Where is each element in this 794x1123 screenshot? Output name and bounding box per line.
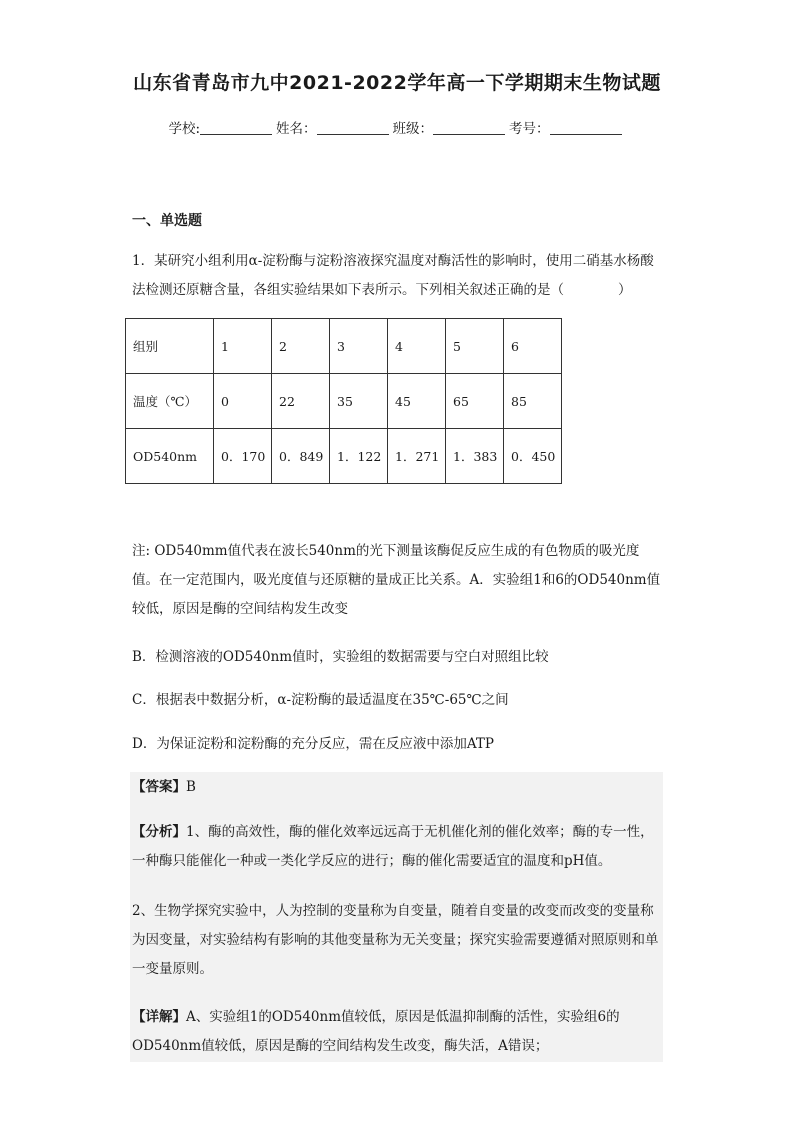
table-cell: 45 [388, 374, 446, 429]
table-cell: 1．122 [330, 429, 388, 484]
table-cell: 1．383 [446, 429, 504, 484]
detail-text: A、实验组1的OD540nm值较低，原因是低温抑制酶的活性，实验组6的OD540nm值较低，原因是酶的空间结构发生改变，酶失活，A错误； [132, 1009, 620, 1054]
number-label: 考号： [509, 121, 550, 137]
class-blank [433, 120, 505, 135]
table-cell: 3 [330, 319, 388, 374]
table-cell: 0．450 [504, 429, 562, 484]
student-info-line [0, 117, 794, 137]
table-row [126, 374, 562, 429]
table-cell: 0．170 [214, 429, 272, 484]
table-cell: 1 [214, 319, 272, 374]
school-blank [200, 120, 272, 135]
row-header: 温度（℃） [126, 374, 214, 429]
answer-line [132, 773, 664, 802]
analysis-point-2: 2、生物学探究实验中，人为控制的变量称为自变量，随着自变量的改变而改变的变量称为因变量，对实验结构有影响的其他变量称为无关变量；探究实验需要遵循对照原则和单一变量原则。 [132, 903, 659, 977]
option-d: D．为保证淀粉和淀粉酶的充分反应，需在反应液中添加ATP [132, 736, 494, 752]
table-cell: 0．849 [272, 429, 330, 484]
table-cell: 2 [272, 319, 330, 374]
table-cell: 65 [446, 374, 504, 429]
row-header: OD540nm [126, 429, 214, 484]
table-cell: 4 [388, 319, 446, 374]
class-label: 班级： [392, 121, 434, 137]
exam-title: 山东省青岛市九中2021-2022学年高一下学期期末生物试题 [133, 72, 661, 94]
option-b: B．检测溶液的OD540nm值时，实验组的数据需要与空白对照组比较 [132, 649, 549, 665]
table-cell: 85 [504, 374, 562, 429]
table-cell: 0 [214, 374, 272, 429]
table-row [126, 319, 562, 374]
detail-label: 【详解】 [132, 1009, 186, 1025]
table-cell: 5 [446, 319, 504, 374]
option-c: C．根据表中数据分析，α-淀粉酶的最适温度在35℃-65℃之间 [132, 692, 509, 708]
answer-label: 【答案】 [132, 779, 186, 795]
table-cell: 35 [330, 374, 388, 429]
table-cell: 1．271 [388, 429, 446, 484]
name-label: 姓名： [276, 121, 317, 137]
detail-line [132, 1003, 664, 1061]
table-row [126, 429, 562, 484]
analysis-line [132, 818, 664, 876]
analysis-label: 【分析】 [132, 824, 186, 840]
table-cell: 22 [272, 374, 330, 429]
table-note: 注: OD540mm值代表在波长540nm的光下测量该酶促反应生成的有色物质的吸光度值。在一定范围内，吸光度值与还原糖的量成正比关系。A．实验组1和6的OD540nm值较低，原因是酶的空间结构发生改变 [132, 543, 661, 617]
section-heading: 一、单选题 [132, 213, 202, 229]
analysis-text: 1、酶的高效性，酶的催化效率远远高于无机催化剂的催化效率；酶的专一性，一种酶只能催化一种或一类化学反应的进行；酶的催化需要适宜的温度和pH值。 [132, 824, 654, 869]
table-cell: 6 [504, 319, 562, 374]
question-stem: 1．某研究小组利用α-淀粉酶与淀粉溶液探究温度对酶活性的影响时，使用二硝基水杨酸法检测还原糖含量，各组实验结果如下表所示。下列相关叙述正确的是（ ） [132, 253, 654, 298]
results-table [125, 318, 562, 484]
number-blank [550, 120, 622, 135]
row-header: 组别 [126, 319, 214, 374]
school-label: 学校: [168, 121, 201, 137]
answer-value: B [186, 779, 196, 795]
name-blank [317, 120, 389, 135]
